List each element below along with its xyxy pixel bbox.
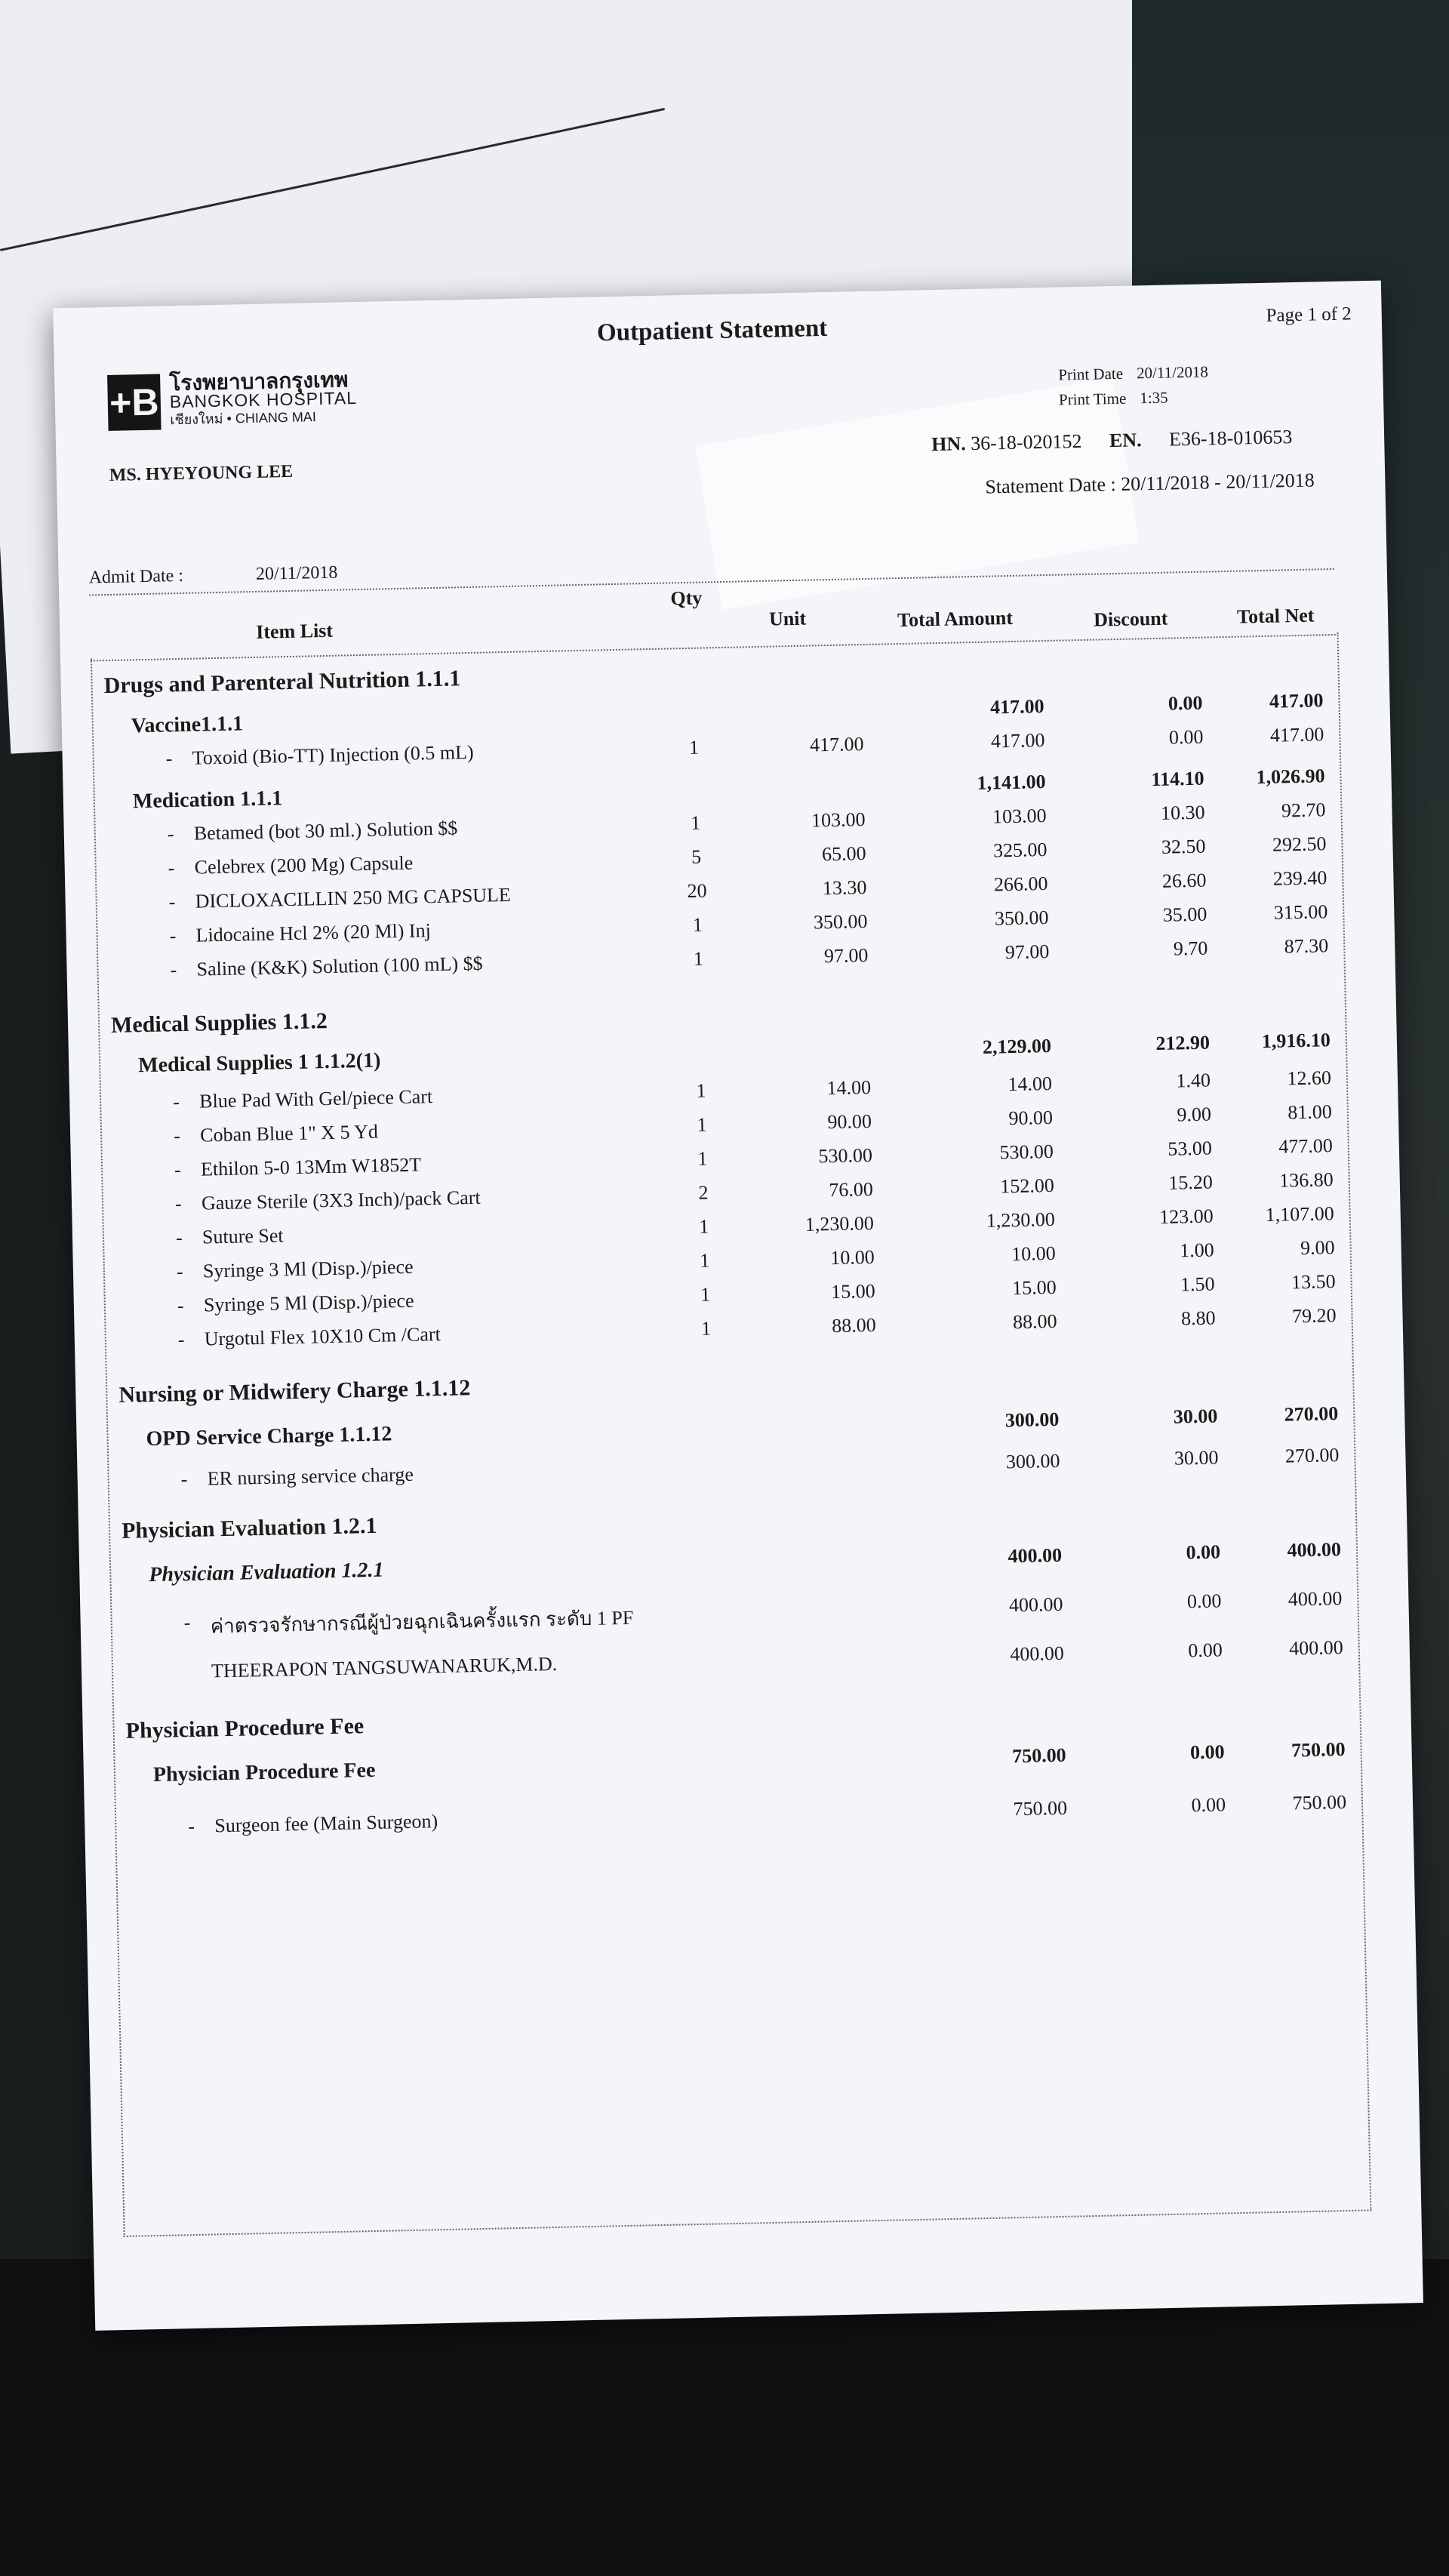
net-cell: 270.00 bbox=[1284, 1444, 1340, 1467]
qty-cell: 1 bbox=[700, 1249, 710, 1272]
net-cell: 400.00 bbox=[1288, 1636, 1344, 1660]
bullet-dash: - bbox=[170, 959, 177, 981]
amount-cell: 14.00 bbox=[1008, 1072, 1053, 1096]
qty-cell: 1 bbox=[697, 1113, 707, 1136]
amount-cell: 90.00 bbox=[1008, 1106, 1054, 1130]
unit-cell: 90.00 bbox=[827, 1109, 872, 1134]
hospital-name-en: BANGKOK HOSPITAL bbox=[169, 388, 358, 412]
net-cell: 136.80 bbox=[1278, 1168, 1334, 1192]
discount-cell: 114.10 bbox=[1151, 767, 1204, 791]
net-cell: 315.00 bbox=[1273, 900, 1328, 924]
discount-cell: 1.00 bbox=[1179, 1239, 1214, 1262]
amount-cell: 325.00 bbox=[992, 839, 1048, 862]
discount-cell: 0.00 bbox=[1168, 691, 1203, 715]
discount-cell: 0.00 bbox=[1186, 1540, 1221, 1564]
hn-value: 36-18-020152 bbox=[970, 429, 1082, 454]
statement-date: 20/11/2018 - 20/11/2018 bbox=[1120, 469, 1315, 495]
row-label: Physician Evaluation 1.2.1 bbox=[149, 1558, 384, 1587]
row-label: Ethilon 5-0 13Mm W1852T bbox=[200, 1153, 422, 1180]
row-label: Coban Blue 1" X 5 Yd bbox=[199, 1120, 379, 1146]
amount-cell: 417.00 bbox=[989, 695, 1044, 719]
qty-cell: 5 bbox=[691, 845, 702, 868]
bullet-dash: - bbox=[177, 1328, 185, 1351]
net-cell: 400.00 bbox=[1287, 1587, 1343, 1611]
row-label: THEERAPON TANGSUWANARUK,M.D. bbox=[211, 1652, 558, 1682]
row-label: Syringe 3 Ml (Disp.)/piece bbox=[202, 1255, 414, 1282]
qty-cell: 1 bbox=[693, 947, 704, 970]
qty-cell: 1 bbox=[700, 1317, 712, 1340]
amount-cell: 300.00 bbox=[1004, 1408, 1060, 1432]
unit-cell: 103.00 bbox=[811, 808, 866, 832]
net-cell: 239.40 bbox=[1272, 866, 1327, 890]
row-label: Saline (K&K) Solution (100 mL) $$ bbox=[196, 952, 483, 980]
amount-cell: 300.00 bbox=[1005, 1449, 1060, 1473]
unit-cell: 65.00 bbox=[821, 842, 866, 866]
col-qty: Qty bbox=[670, 586, 703, 610]
net-cell: 1,916.10 bbox=[1261, 1029, 1331, 1053]
row-label: OPD Service Charge 1.1.12 bbox=[146, 1422, 392, 1451]
row-label: Toxoid (Bio-TT) Injection (0.5 mL) bbox=[192, 740, 474, 769]
net-cell: 79.20 bbox=[1291, 1304, 1337, 1328]
discount-cell: 30.00 bbox=[1173, 1405, 1218, 1428]
row-label: Blue Pad With Gel/piece Cart bbox=[198, 1085, 433, 1113]
net-cell: 750.00 bbox=[1291, 1737, 1346, 1762]
row-label: Vaccine1.1.1 bbox=[131, 712, 244, 738]
amount-cell: 750.00 bbox=[1013, 1796, 1068, 1820]
discount-cell: 0.00 bbox=[1189, 1740, 1225, 1764]
table-row bbox=[116, 1791, 1361, 1848]
bullet-dash: - bbox=[177, 1294, 184, 1317]
row-label: ER nursing service charge bbox=[207, 1463, 414, 1490]
amount-cell: 152.00 bbox=[1000, 1174, 1055, 1198]
amount-cell: 266.00 bbox=[993, 872, 1048, 896]
discount-cell: 30.00 bbox=[1174, 1446, 1219, 1470]
bullet-dash: - bbox=[180, 1468, 188, 1491]
row-label: Physician Procedure Fee bbox=[125, 1713, 365, 1743]
amount-cell: 1,141.00 bbox=[977, 771, 1046, 794]
net-cell: 81.00 bbox=[1287, 1100, 1333, 1124]
net-cell: 417.00 bbox=[1269, 723, 1324, 746]
row-label: Betamed (bot 30 ml.) Solution $$ bbox=[193, 817, 458, 845]
discount-cell: 32.50 bbox=[1161, 835, 1206, 858]
admit-date: 20/11/2018 bbox=[255, 562, 338, 584]
section-row bbox=[114, 1693, 1359, 1750]
row-label: DICLOXACILLIN 250 MG CAPSULE bbox=[195, 883, 512, 913]
unit-cell: 1,230.00 bbox=[804, 1211, 875, 1236]
discount-cell: 1.40 bbox=[1176, 1069, 1211, 1092]
discount-cell: 26.60 bbox=[1161, 869, 1207, 892]
print-time: 1:35 bbox=[1140, 388, 1168, 408]
hn-label: HN. bbox=[931, 432, 967, 456]
patient-name: MS. HYEYOUNG LEE bbox=[109, 461, 294, 485]
bullet-dash: - bbox=[169, 925, 177, 947]
section-row bbox=[115, 1738, 1361, 1795]
discount-cell: 9.00 bbox=[1177, 1103, 1212, 1126]
amount-cell: 2,129.00 bbox=[982, 1034, 1052, 1058]
amount-cell: 350.00 bbox=[994, 906, 1049, 930]
qty-cell: 1 bbox=[700, 1283, 711, 1306]
statement-table-body bbox=[91, 632, 1371, 2237]
discount-cell: 0.00 bbox=[1187, 1639, 1223, 1662]
col-item-list: Item List bbox=[255, 619, 334, 643]
amount-cell: 10.00 bbox=[1011, 1242, 1057, 1266]
discount-cell: 123.00 bbox=[1158, 1205, 1214, 1228]
unit-cell: 15.00 bbox=[830, 1279, 876, 1303]
amount-cell: 530.00 bbox=[999, 1140, 1054, 1164]
amount-cell: 400.00 bbox=[1010, 1642, 1065, 1666]
row-label: Gauze Sterile (3X3 Inch)/pack Cart bbox=[201, 1186, 481, 1214]
unit-cell: 13.30 bbox=[822, 876, 867, 900]
qty-cell: 1 bbox=[692, 913, 703, 936]
bullet-dash: - bbox=[175, 1226, 183, 1249]
discount-cell: 53.00 bbox=[1168, 1137, 1213, 1160]
unit-cell: 97.00 bbox=[823, 943, 869, 968]
net-cell: 12.60 bbox=[1287, 1066, 1332, 1090]
statement-sheet bbox=[53, 281, 1423, 2331]
net-cell: 9.00 bbox=[1300, 1236, 1335, 1260]
discount-cell: 15.20 bbox=[1168, 1171, 1214, 1194]
row-label: Drugs and Parenteral Nutrition 1.1.1 bbox=[103, 666, 461, 699]
net-cell: 1,107.00 bbox=[1265, 1202, 1334, 1226]
row-label: Medical Supplies 1.1.2 bbox=[110, 1008, 328, 1039]
unit-cell: 88.00 bbox=[831, 1313, 876, 1337]
net-cell: 292.50 bbox=[1272, 833, 1327, 856]
net-cell: 92.70 bbox=[1281, 799, 1326, 822]
col-discount: Discount bbox=[1093, 607, 1168, 631]
bullet-dash: - bbox=[174, 1159, 182, 1181]
admit-date-line bbox=[88, 563, 337, 589]
bullet-dash: - bbox=[168, 857, 175, 879]
table-row bbox=[113, 1636, 1358, 1693]
section-row bbox=[110, 1493, 1355, 1550]
discount-cell: 0.00 bbox=[1186, 1590, 1222, 1613]
bullet-dash: - bbox=[173, 1125, 181, 1147]
print-date-label: Print Date bbox=[1058, 364, 1124, 384]
document-title: Outpatient Statement bbox=[596, 314, 828, 347]
col-unit: Unit bbox=[768, 607, 807, 630]
hospital-branch: เชียงใหม่ • CHIANG MAI bbox=[170, 409, 317, 428]
section-row bbox=[107, 1357, 1352, 1414]
discount-cell: 8.80 bbox=[1180, 1306, 1216, 1330]
hospital-name-thai: โรงพยาบาลกรุงเทพ bbox=[168, 368, 349, 395]
discount-cell: 35.00 bbox=[1162, 903, 1208, 926]
print-date: 20/11/2018 bbox=[1136, 362, 1209, 383]
unit-cell: 417.00 bbox=[809, 733, 864, 756]
amount-cell: 15.00 bbox=[1011, 1276, 1057, 1300]
row-label: Medication 1.1.1 bbox=[132, 786, 283, 814]
net-cell: 417.00 bbox=[1269, 689, 1324, 712]
unit-cell: 10.00 bbox=[829, 1245, 875, 1270]
bullet-dash: - bbox=[172, 1091, 180, 1113]
net-cell: 750.00 bbox=[1292, 1790, 1347, 1814]
discount-cell: 0.00 bbox=[1168, 725, 1204, 749]
row-label: Celebrex (200 Mg) Capsule bbox=[194, 851, 414, 879]
bullet-dash: - bbox=[176, 1260, 183, 1283]
print-info bbox=[1058, 359, 1209, 412]
qty-cell: 1 bbox=[696, 1079, 706, 1102]
bullet-dash: - bbox=[167, 823, 174, 845]
statement-date-label: Statement Date : bbox=[985, 472, 1116, 498]
row-label: Physician Evaluation 1.2.1 bbox=[121, 1513, 377, 1543]
row-label: Lidocaine Hcl 2% (20 Ml) Inj bbox=[195, 919, 432, 946]
discount-cell: 0.00 bbox=[1191, 1793, 1226, 1817]
page-indicator: Page 1 of 2 bbox=[1266, 303, 1352, 326]
amount-cell: 97.00 bbox=[1004, 940, 1050, 964]
unit-cell: 350.00 bbox=[813, 910, 868, 934]
qty-cell: 1 bbox=[697, 1147, 708, 1170]
bullet-dash: - bbox=[165, 747, 173, 770]
qty-cell: 1 bbox=[690, 811, 701, 834]
amount-cell: 417.00 bbox=[990, 729, 1045, 752]
amount-cell: 400.00 bbox=[1008, 1593, 1063, 1617]
net-cell: 400.00 bbox=[1287, 1538, 1342, 1562]
net-cell: 87.30 bbox=[1284, 934, 1329, 958]
qty-cell: 1 bbox=[688, 736, 700, 759]
amount-cell: 103.00 bbox=[992, 805, 1047, 828]
hospital-name-block bbox=[168, 368, 358, 429]
bullet-dash: - bbox=[188, 1814, 195, 1838]
row-label: Medical Supplies 1 1.1.2(1) bbox=[137, 1048, 381, 1078]
qty-cell: 1 bbox=[699, 1215, 709, 1238]
row-label: Suture Set bbox=[202, 1224, 284, 1248]
hospital-logo bbox=[107, 370, 358, 431]
qty-cell: 20 bbox=[687, 879, 707, 902]
en-value: E36-18-010653 bbox=[1168, 426, 1293, 451]
bullet-dash: - bbox=[168, 891, 176, 913]
net-cell: 477.00 bbox=[1278, 1134, 1334, 1158]
hospital-cross-icon: +B bbox=[107, 374, 162, 430]
row-label: Surgeon fee (Main Surgeon) bbox=[214, 1810, 438, 1837]
unit-cell: 14.00 bbox=[826, 1076, 872, 1100]
bullet-dash: - bbox=[174, 1193, 183, 1215]
col-total-amount: Total Amount bbox=[897, 606, 1014, 632]
section-row bbox=[111, 1538, 1356, 1595]
admit-date-label: Admit Date : bbox=[88, 565, 184, 588]
discount-cell: 10.30 bbox=[1160, 801, 1205, 824]
unit-cell: 76.00 bbox=[829, 1177, 874, 1202]
bullet-dash: - bbox=[183, 1611, 191, 1634]
discount-cell: 1.50 bbox=[1180, 1273, 1215, 1296]
amount-cell: 1,230.00 bbox=[986, 1208, 1056, 1232]
row-label: Urgotul Flex 10X10 Cm /Cart bbox=[204, 1322, 441, 1350]
amount-cell: 750.00 bbox=[1011, 1743, 1066, 1768]
print-time-label: Print Time bbox=[1058, 389, 1127, 409]
row-label: Physician Procedure Fee bbox=[152, 1758, 376, 1787]
en-label: EN. bbox=[1109, 429, 1142, 452]
net-cell: 13.50 bbox=[1291, 1270, 1336, 1294]
discount-cell: 9.70 bbox=[1173, 937, 1208, 960]
table-row bbox=[112, 1587, 1357, 1644]
net-cell: 1,026.90 bbox=[1256, 765, 1325, 789]
col-total-net: Total Net bbox=[1236, 604, 1315, 628]
amount-cell: 400.00 bbox=[1008, 1543, 1063, 1568]
net-cell: 270.00 bbox=[1284, 1402, 1339, 1426]
qty-cell: 2 bbox=[698, 1181, 709, 1204]
unit-cell: 530.00 bbox=[818, 1143, 873, 1168]
discount-cell: 212.90 bbox=[1155, 1031, 1211, 1055]
amount-cell: 88.00 bbox=[1012, 1310, 1057, 1334]
row-label: Nursing or Midwifery Charge 1.1.12 bbox=[118, 1375, 471, 1408]
row-label: ค่าตรวจรักษากรณีผู้ป่วยฉุกเฉินครั้งแรก ระดับ 1 PF bbox=[210, 1606, 634, 1638]
row-label: Syringe 5 Ml (Disp.)/piece bbox=[203, 1289, 414, 1316]
